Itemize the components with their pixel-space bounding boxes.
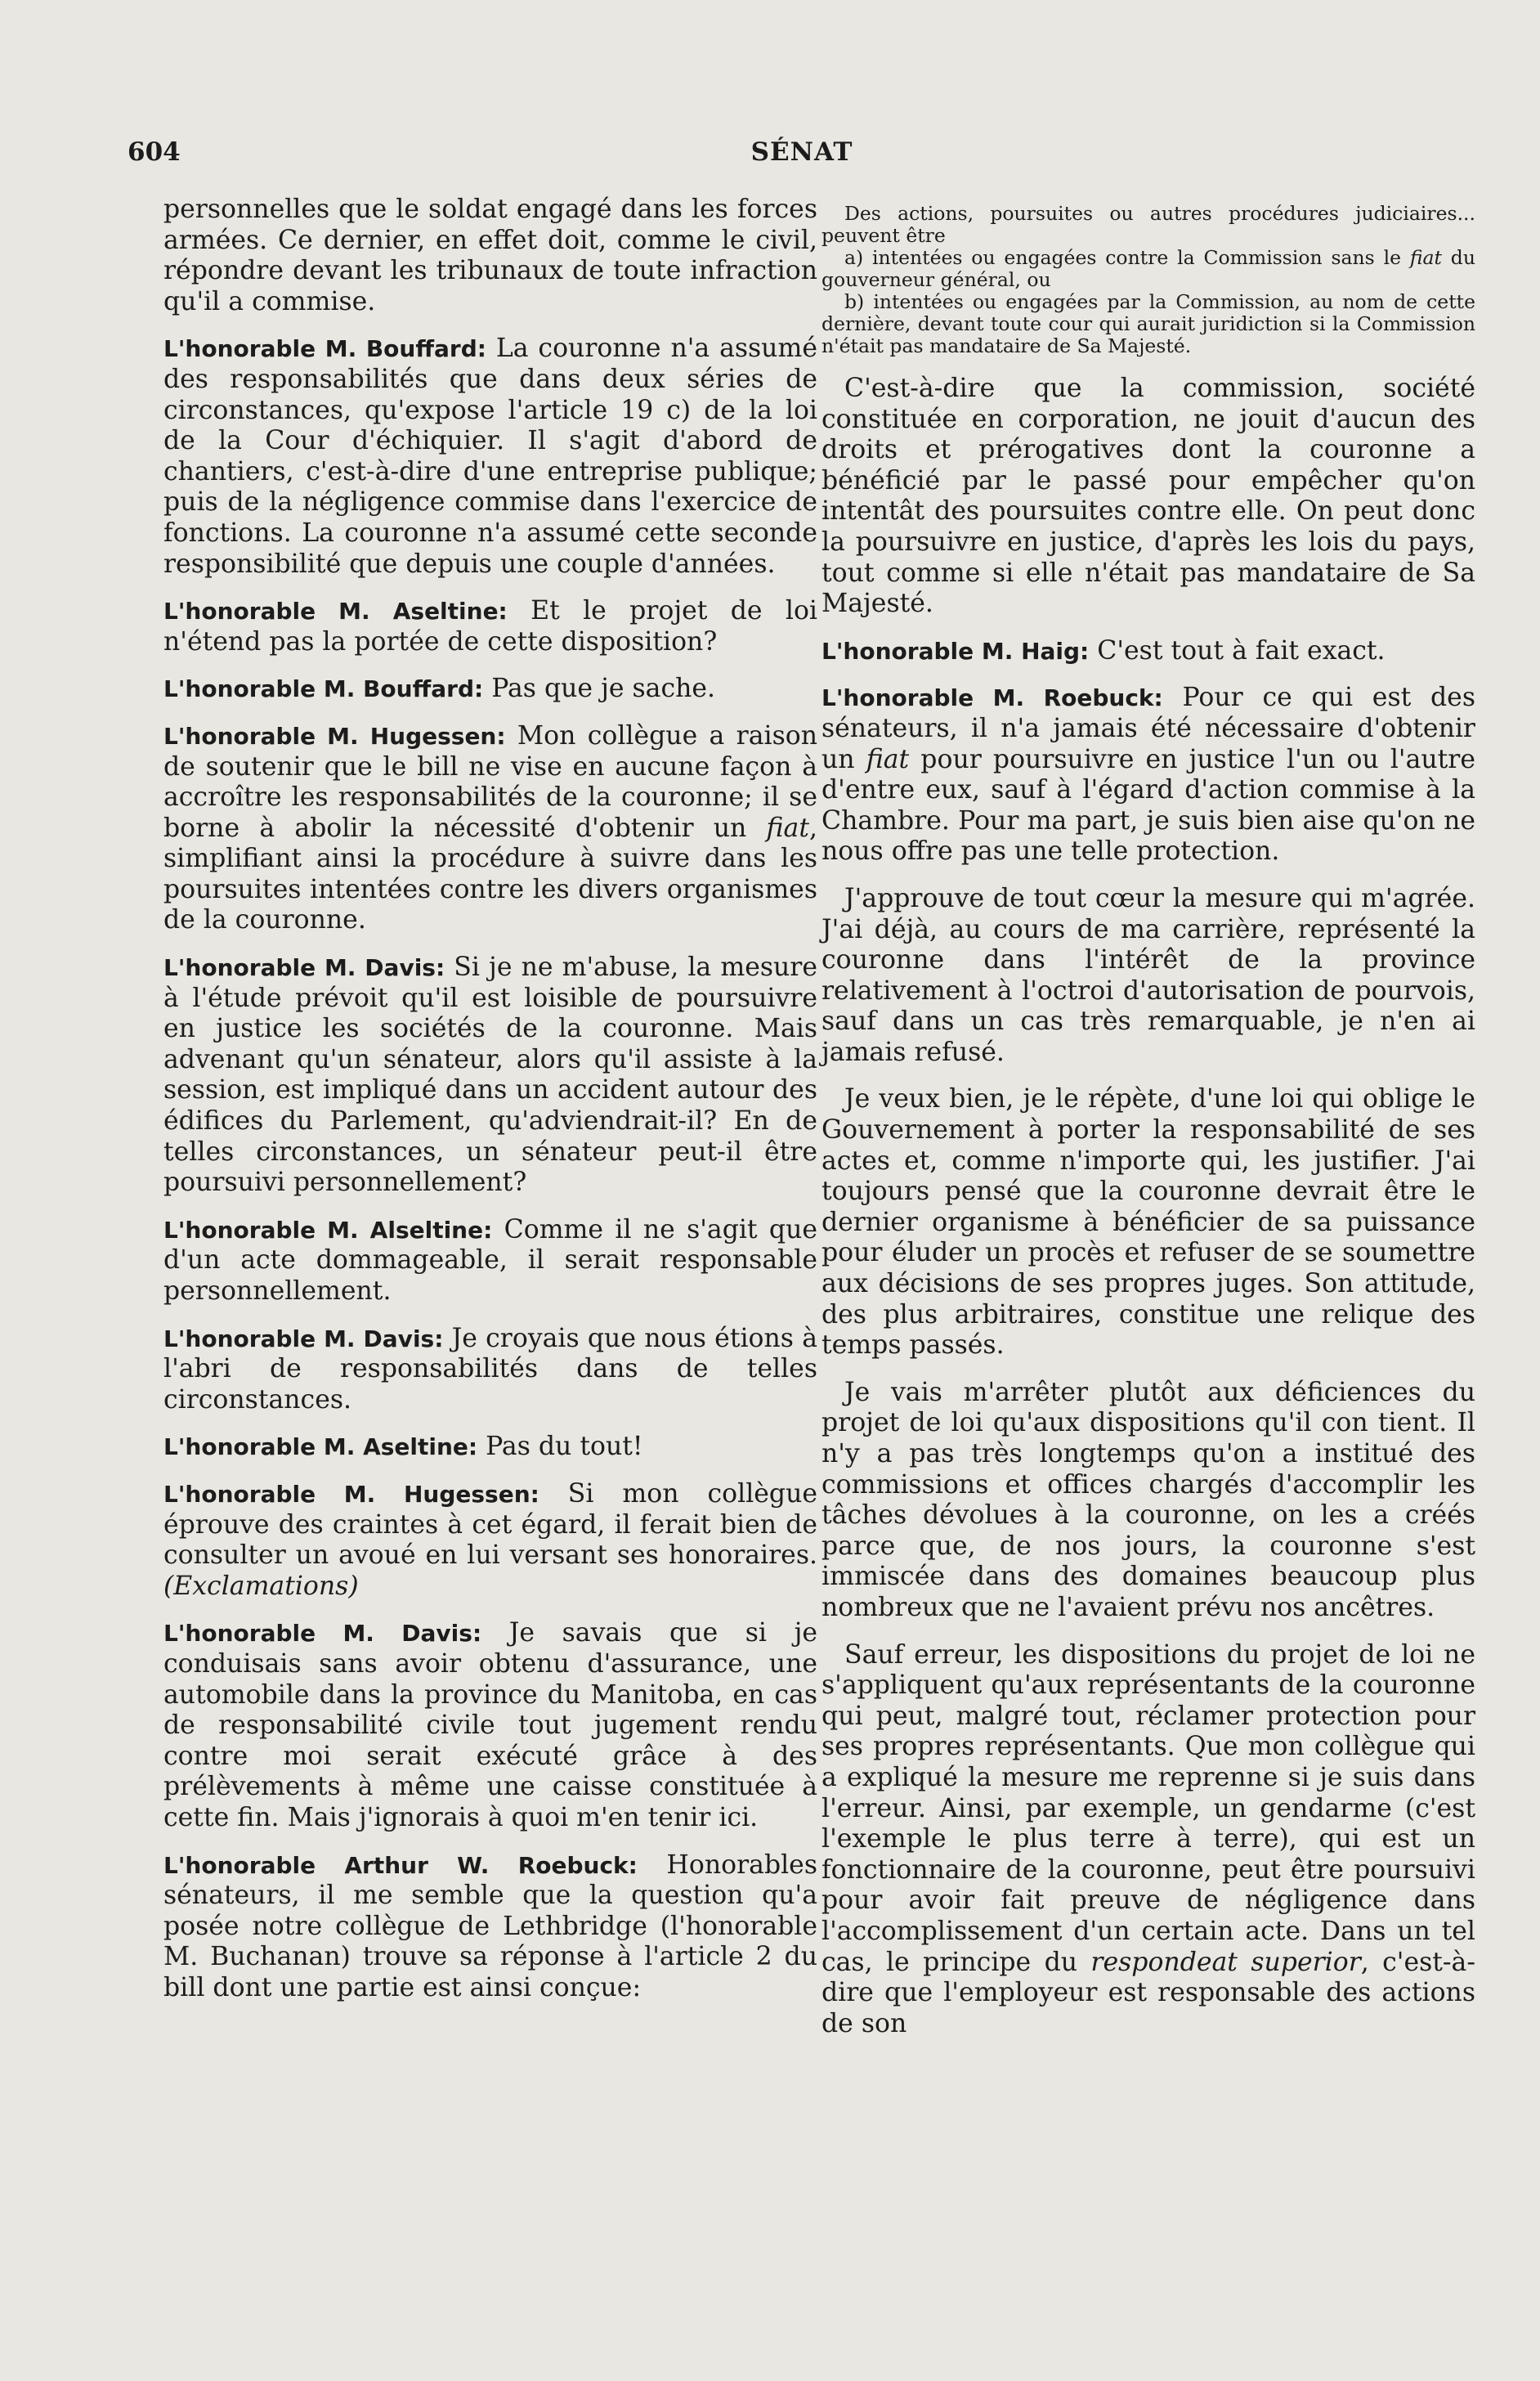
paragraph: L'honorable M. Hugessen: Si mon collègue éprouve des craintes à cet égard, il ferait bien de consulter un avoué en lui versant ses honoraires. (Exclamations): [163, 1478, 817, 1601]
paragraph: L'honorable M. Bouffard: La couronne n'a assumé des responsabilités que dans deux séries de circonstances, qu'expose l'article 19 c) de la loi de la Cour d'échiquier. Il s'agit d'abord de chantiers, c'est-à-dire d'une entreprise publique; puis de la négligence commise dans l'exercice de fonctions. La couronne n'a assumé cette seconde responsibilité que depuis une couple d'années.: [163, 334, 817, 579]
paragraph: L'honorable M. Aseltine: Et le projet de loi n'étend pas la portée de cette disposition?: [163, 596, 817, 657]
speaker-name: L'honorable M. Davis:: [163, 1325, 444, 1352]
paragraph: L'honorable M. Davis: Je croyais que nous étions à l'abri de responsabilités dans de telles circonstances.: [163, 1323, 817, 1415]
speaker-name: L'honorable M. Roebuck:: [821, 684, 1163, 712]
paragraph: L'honorable M. Hugessen: Mon collègue a raison de soutenir que le bill ne vise en aucune façon à accroître les responsabilités de la couronne; il se borne à abolir la nécessité d'obtenir un fiat, simplifiant ainsi la procédure à suivre dans les poursuites intentées contre les divers organismes de la couronne.: [163, 720, 817, 935]
left-column: [163, 195, 817, 2020]
speaker-name: L'honorable M. Hugessen:: [163, 722, 506, 750]
quote-item-a: a) intentées ou engagées contre la Commission sans le fiat du gouverneur général, ou: [821, 246, 1475, 291]
quote-intro: Des actions, poursuites ou autres procédures judiciaires... peuvent être: [821, 202, 1475, 247]
paragraph: Je vais m'arrêter plutôt aux déficiences du projet de loi qu'aux dispositions qu'il con tient. Il n'y a pas très longtemps qu'on a institué des commissions et offices chargés d'accomplir les tâches dévolues à la couronne, on les a créés parce que, de nos jours, la couronne s'est immiscée dans des domaines beaucoup plus nombreux que ne l'avaient prévu nos ancêtres.: [821, 1377, 1475, 1622]
paragraph: C'est-à-dire que la commission, société constituée en corporation, ne jouit d'aucun des droits et prérogatives dont la couronne a bénéficié par le passé pour empêcher qu'on intentât des poursuites contre elle. On peut donc la poursuivre en justice, d'après les lois du pays, tout comme si elle n'était pas mandataire de Sa Majesté.: [821, 374, 1475, 619]
paragraph: L'honorable M. Davis: Je savais que si je conduisais sans avoir obtenu d'assurance, une automobile dans la province du Manitoba, en cas de responsabilité civile tout jugement rendu contre moi serait exécuté grâce à des prélèvements à même une caisse constituée à cette fin. Mais j'ignorais à quoi m'en tenir ici.: [163, 1618, 817, 1832]
paragraph: Je veux bien, je le répète, d'une loi qui oblige le Gouvernement à porter la responsabilité de ses actes et, comme n'importe qui, les justifier. J'ai toujours pensé que la couronne devrait être le dernier organisme à bénéficier de sa puissance pour éluder un procès et refuser de se soumettre aux décisions de ses propres juges. Son attitude, des plus arbitraires, constitue une relique des temps passés.: [821, 1084, 1475, 1361]
speaker-name: L'honorable M. Alseltine:: [163, 1216, 493, 1244]
page-title: SÉNAT: [750, 137, 853, 167]
quoted-article: [821, 203, 1475, 357]
speaker-name: L'honorable M. Aseltine:: [163, 1433, 478, 1461]
paragraph: L'honorable M. Haig: C'est tout à fait exact.: [821, 635, 1386, 666]
page-header: [128, 137, 1476, 178]
paragraph: J'approuve de tout cœur la mesure qui m'agrée. J'ai déjà, au cours de ma carrière, représenté la couronne dans l'intérêt de la province relativement à l'octroi d'autorisation de pourvois, sauf dans un cas très remarquable, je n'en ai jamais refusé.: [821, 883, 1475, 1067]
page-number: 604: [128, 137, 181, 167]
speaker-name: L'honorable M. Davis:: [163, 1620, 482, 1648]
speaker-name: L'honorable M. Bouffard:: [163, 335, 486, 363]
speaker-name: L'honorable Arthur W. Roebuck:: [163, 1851, 638, 1879]
paragraph: Sauf erreur, les dispositions du projet de loi ne s'appliquent qu'aux représentants de la couronne qui peut, malgré tout, réclamer protection pour ses propres représentants. Que mon collègue qui a expliqué la mesure me reprenne si je suis dans l'erreur. Ainsi, par exemple, un gendarme (c'est l'exemple le plus terre à terre), qui est un fonctionnaire de la couronne, peut être poursuivi pour avoir fait preuve de négligence dans l'accomplissement d'un certain acte. Dans un tel cas, le principe du respondeat superior, c'est-à-dire que l'employeur est responsable des actions de son: [821, 1639, 1475, 2038]
paragraph: L'honorable Arthur W. Roebuck: Honorables sénateurs, il me semble que la question qu'a posée notre collègue de Lethbridge (l'honorable M. Buchanan) trouve sa réponse à l'article 2 du bill dont une partie est ainsi conçue:: [163, 1850, 817, 2002]
speaker-name: L'honorable M. Haig:: [821, 637, 1090, 665]
paragraph: L'honorable M. Davis: Si je ne m'abuse, la mesure à l'étude prévoit qu'il est loisible de poursuivre en justice les sociétés de la couronne. Mais advenant qu'un sénateur, alors qu'il assiste à la session, est impliqué dans un accident autour des édifices du Parlement, qu'adviendrait-il? En de telles circonstances, un sénateur peut-il être poursuivi personnellement?: [163, 953, 817, 1198]
paragraph: personnelles que le soldat engagé dans les forces armées. Ce dernier, en effet doit, comme le civil, répondre devant les tribunaux de toute infraction qu'il a commise.: [163, 195, 817, 316]
paragraph: L'honorable M. Alseltine: Comme il ne s'agit que d'un acte dommageable, il serait responsable personnellement.: [163, 1214, 817, 1306]
speaker-name: L'honorable M. Bouffard:: [163, 675, 484, 703]
speaker-name: L'honorable M. Davis:: [163, 954, 445, 982]
quote-item-b: b) intentées ou engagées par la Commission, au nom de cette dernière, devant toute cour qui aurait juridiction si la Commission n'était pas mandataire de Sa Majesté.: [821, 290, 1475, 357]
speaker-name: L'honorable M. Aseltine:: [163, 598, 508, 626]
right-column: [821, 195, 1475, 2056]
paragraph: L'honorable M. Bouffard: Pas que je sache.: [163, 674, 716, 704]
paragraph: L'honorable M. Roebuck: Pour ce qui est des sénateurs, il n'a jamais été nécessaire d'obtenir un fiat pour poursuivre en justice l'un ou l'autre d'entre eux, sauf à l'égard d'action commise à la Chambre. Pour ma part, je suis bien aise qu'on ne nous offre pas une telle protection.: [821, 683, 1475, 867]
paragraph: L'honorable M. Aseltine: Pas du tout!: [163, 1432, 643, 1462]
speaker-name: L'honorable M. Hugessen:: [163, 1480, 539, 1508]
